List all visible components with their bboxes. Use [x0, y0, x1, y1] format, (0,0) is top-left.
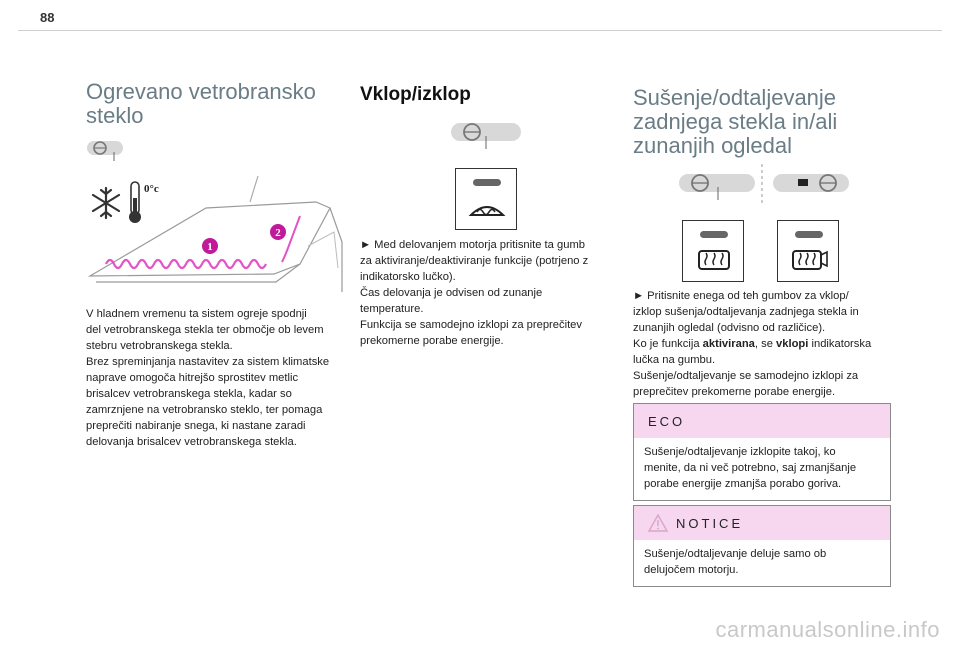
- text-line: preprečitev prekomerne porabe energije.: [633, 386, 836, 398]
- text-line: izklop sušenja/odtaljevanja zadnjega stekla in: [633, 306, 859, 318]
- text-run-bold: vklopi: [776, 338, 809, 350]
- left-hand-drive-icon: [678, 172, 758, 202]
- marker-2-label: 2: [275, 227, 281, 239]
- text-line: preprečiti nabiranje snega, ki nastane zaradi: [86, 420, 306, 432]
- heated-windscreen-paragraph: [86, 306, 348, 450]
- title-line: zunanjih ogledal: [633, 133, 793, 158]
- page-number: 88: [40, 10, 55, 25]
- rear-demist-paragraph: [633, 288, 895, 400]
- text-line: V hladnem vremenu ta sistem ogreje spodnji: [86, 308, 307, 320]
- text-line: ► Pritisnite enega od teh gumbov za vklop/: [633, 290, 849, 302]
- notice-callout: [633, 505, 891, 587]
- text-line: zunanjih ogledal (odvisno od različice).: [633, 322, 826, 334]
- windscreen-defrost-button[interactable]: [455, 168, 517, 230]
- text-line: delovanja brisalcev vetrobranskega stekla.: [86, 436, 297, 448]
- text-line: stebru vetrobranskega stekla.: [86, 340, 233, 352]
- section-title: [86, 80, 344, 128]
- text-line: naprave omogoča hitrejšo sprostitev metlic: [86, 372, 299, 384]
- windscreen-illustration: [86, 172, 344, 294]
- title-line: steklo: [86, 103, 144, 128]
- header-rule: [18, 30, 942, 31]
- text-line: Sušenje/odtaljevanje se samodejno izklopi za: [633, 370, 859, 382]
- text-line: [633, 336, 895, 352]
- text-line: delujočem motorju.: [644, 564, 739, 576]
- text-line: Funkcija se samodejno izklopi za preprečitev: [360, 319, 582, 331]
- indicator-lamp: [795, 231, 823, 238]
- section-title: [633, 86, 891, 158]
- text-line: ► Med delovanjem motorja pritisnite ta gumb: [360, 239, 585, 251]
- text-line: menite, da ni več potrebno, saj zmanjšanje: [644, 462, 857, 474]
- text-run: indikatorska: [808, 338, 872, 350]
- notice-body: [634, 540, 890, 586]
- mirror-demist-button[interactable]: [777, 220, 839, 282]
- section-on-off: [360, 80, 610, 106]
- text-line: za aktiviranje/deaktiviranje funkcije (potrjeno z: [360, 255, 589, 267]
- text-line: prekomerne porabe energije.: [360, 335, 504, 347]
- text-line: zamrznjene na vetrobransko steklo, ter pomaga: [86, 404, 323, 416]
- rear-screen-demist-button[interactable]: [682, 220, 744, 282]
- temperature-label: 0°c: [144, 183, 159, 195]
- text-line: temperature.: [360, 303, 424, 315]
- heated-windscreen-icon: [468, 195, 506, 221]
- text-line: Sušenje/odtaljevanje izklopite takoj, ko: [644, 446, 836, 458]
- eco-body: [634, 438, 890, 500]
- mirror-demist-icon: [789, 247, 829, 273]
- notice-heading: NOTICE: [676, 515, 744, 531]
- rear-demist-icon: [696, 247, 732, 273]
- text-line: lučka na gumbu.: [633, 354, 716, 366]
- text-line: del vetrobranskega stekla ter območje ob levem: [86, 324, 324, 336]
- text-line: porabe energije zmanjša porabo goriva.: [644, 478, 842, 490]
- text-line: Čas delovanja je odvisen od zunanje: [360, 287, 543, 299]
- text-run: , se: [754, 338, 777, 350]
- eco-heading: ECO: [634, 404, 890, 438]
- text-line: brisalcev vetrobranskega stekla, kadar so: [86, 388, 292, 400]
- section-title: Vklop/izklop: [360, 84, 471, 105]
- indicator-lamp: [473, 179, 501, 186]
- steering-wheel-position-icon: [86, 138, 126, 164]
- section-rear-demist: [633, 86, 891, 158]
- warning-triangle-icon: [648, 514, 668, 532]
- text-line: Brez spreminjanja nastavitev za sistem klimatske: [86, 356, 330, 368]
- marker-1-label: 1: [207, 241, 213, 253]
- on-off-paragraph: [360, 237, 614, 349]
- title-line: Sušenje/odtaljevanje: [633, 85, 837, 110]
- divider-dashed: [758, 164, 766, 206]
- indicator-lamp: [700, 231, 728, 238]
- steering-wheel-position-icon: [450, 121, 524, 151]
- thermometer-icon: [129, 182, 141, 223]
- title-line: zadnjega stekla in/ali: [633, 109, 838, 134]
- right-hand-drive-icon: [772, 172, 852, 202]
- watermark: carmanualsonline.info: [715, 617, 940, 642]
- notice-header: [634, 506, 890, 540]
- text-run: Ko je funkcija: [633, 338, 703, 350]
- title-line: Ogrevano vetrobransko: [86, 79, 316, 104]
- eco-callout: [633, 403, 891, 501]
- snowflake-icon: [93, 188, 119, 218]
- text-run-bold: aktivirana: [702, 338, 755, 350]
- section-heated-windscreen: [86, 80, 344, 128]
- text-line: indikatorsko lučko).: [360, 271, 456, 283]
- heat-waves: [106, 216, 300, 268]
- text-line: Sušenje/odtaljevanje deluje samo ob: [644, 548, 827, 560]
